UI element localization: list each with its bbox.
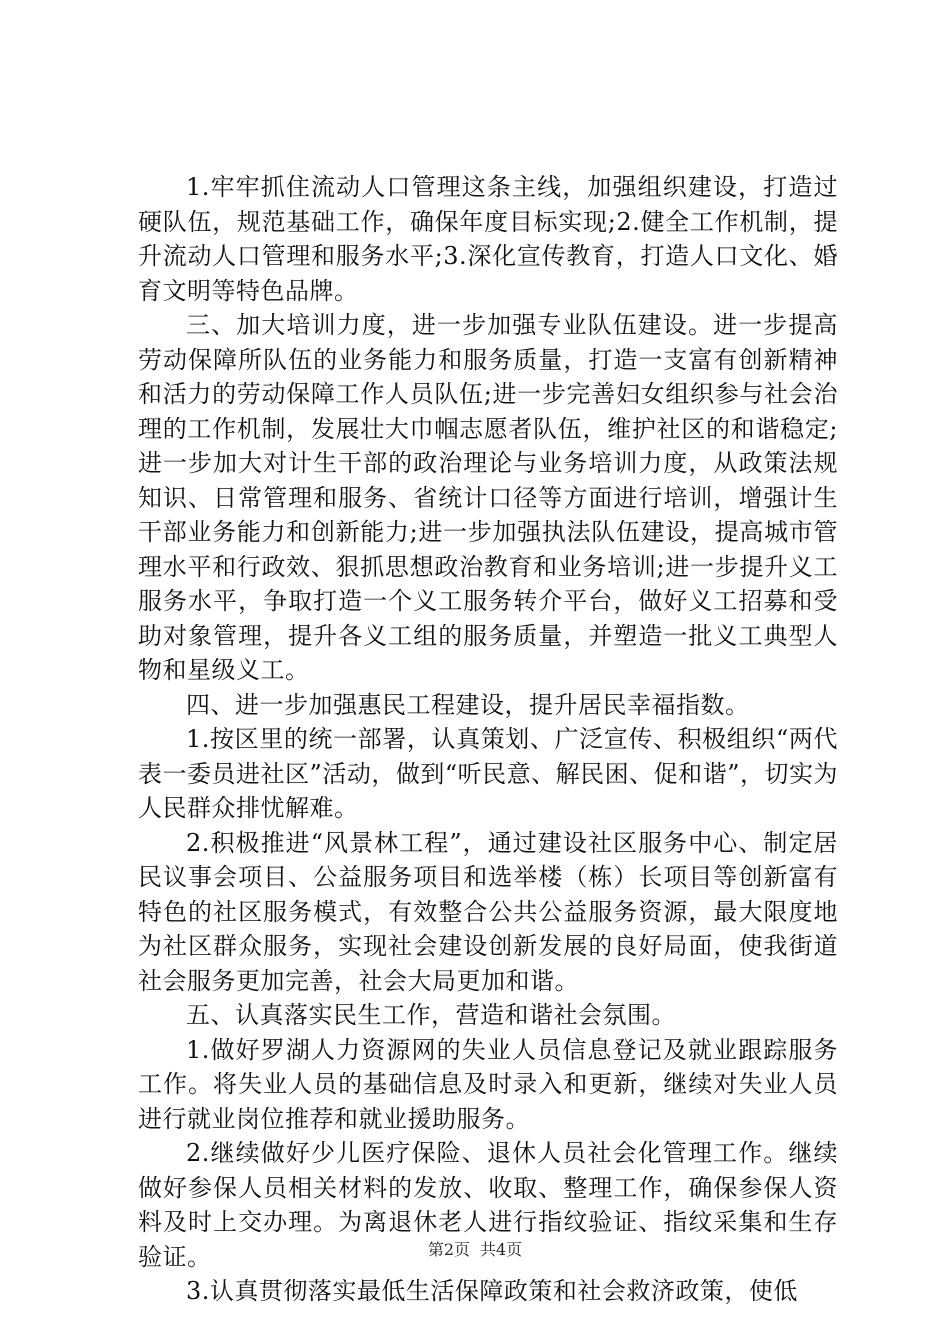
page-footer [0,1240,950,1260]
paragraph: 3.认真贯彻落实最低生活保障政策和社会救济政策，使低 [186,1277,798,1305]
paragraph: 2.继续做好少儿医疗保险、退休人员社会化管理工作。继续做好参保人员相关材料的发放、收取、整理工作，确保参保人资料及时上交办理。为离退休老人进行指纹验证、指纹采集和生存验证。 [138,1139,838,1271]
paragraph: 1.做好罗湖人力资源网的失业人员信息登记及就业跟踪服务工作。将失业人员的基础信息及时录入和更新，继续对失业人员进行就业岗位推荐和就业援助服务。 [138,1035,838,1133]
paragraph: 1.按区里的统一部署，认真策划、广泛宣传、积极组织“两代表一委员进社区”活动，做到“听民意、解民困、促和谐”，切实为人民群众排忧解难。 [138,725,838,822]
paragraph: 五、认真落实民生工作，营造和谐社会氛围。 [186,1001,676,1029]
paragraph: 四、进一步加强惠民工程建设，提升居民幸福指数。 [186,690,750,719]
paragraph: 2.积极推进“风景林工程”，通过建设社区服务中心、制定居民议事会项目、公益服务项目和选举楼（栋）长项目等创新富有特色的社区服务模式，有效整合公共公益服务资源，最大限度地为社区群众服务，实现社会建设创新发展的良好局面，使我街道社会服务更加完善，社会大局更加和谐。 [138,828,838,995]
page-total: 共4页 [480,1240,523,1259]
page-number: 第2页 [427,1240,470,1259]
document-body [138,170,838,1309]
paragraph: 1.牢牢抓住流动人口管理这条主线，加强组织建设，打造过硬队伍，规范基础工作，确保年度目标实现;2.健全工作机制，提升流动人口管理和服务水平;3.深化宣传教育，打造人口文化、婚育文明等特色品牌。 [138,173,838,305]
paragraph: 三、加大培训力度，进一步加强专业队伍建设。进一步提高劳动保障所队伍的业务能力和服务质量，打造一支富有创新精神和活力的劳动保障工作人员队伍;进一步完善妇女组织参与社会治理的工作机制，发展壮大巾帼志愿者队伍，维护社区的和谐稳定;进一步加大对计生干部的政治理论与业务培训力度，从政策法规知识、日常管理和服务、省统计口径等方面进行培训，增强计生干部业务能力和创新能力;进一步加强执法队伍建设，提高城市管理水平和行政效、狠抓思想政治教育和业务培训;进一步提升义工服务水平，争取打造一个义工服务转介平台，做好义工招募和受助对象管理，提升各义工组的服务质量，并塑造一批义工典型人物和星级义工。 [138,311,838,684]
